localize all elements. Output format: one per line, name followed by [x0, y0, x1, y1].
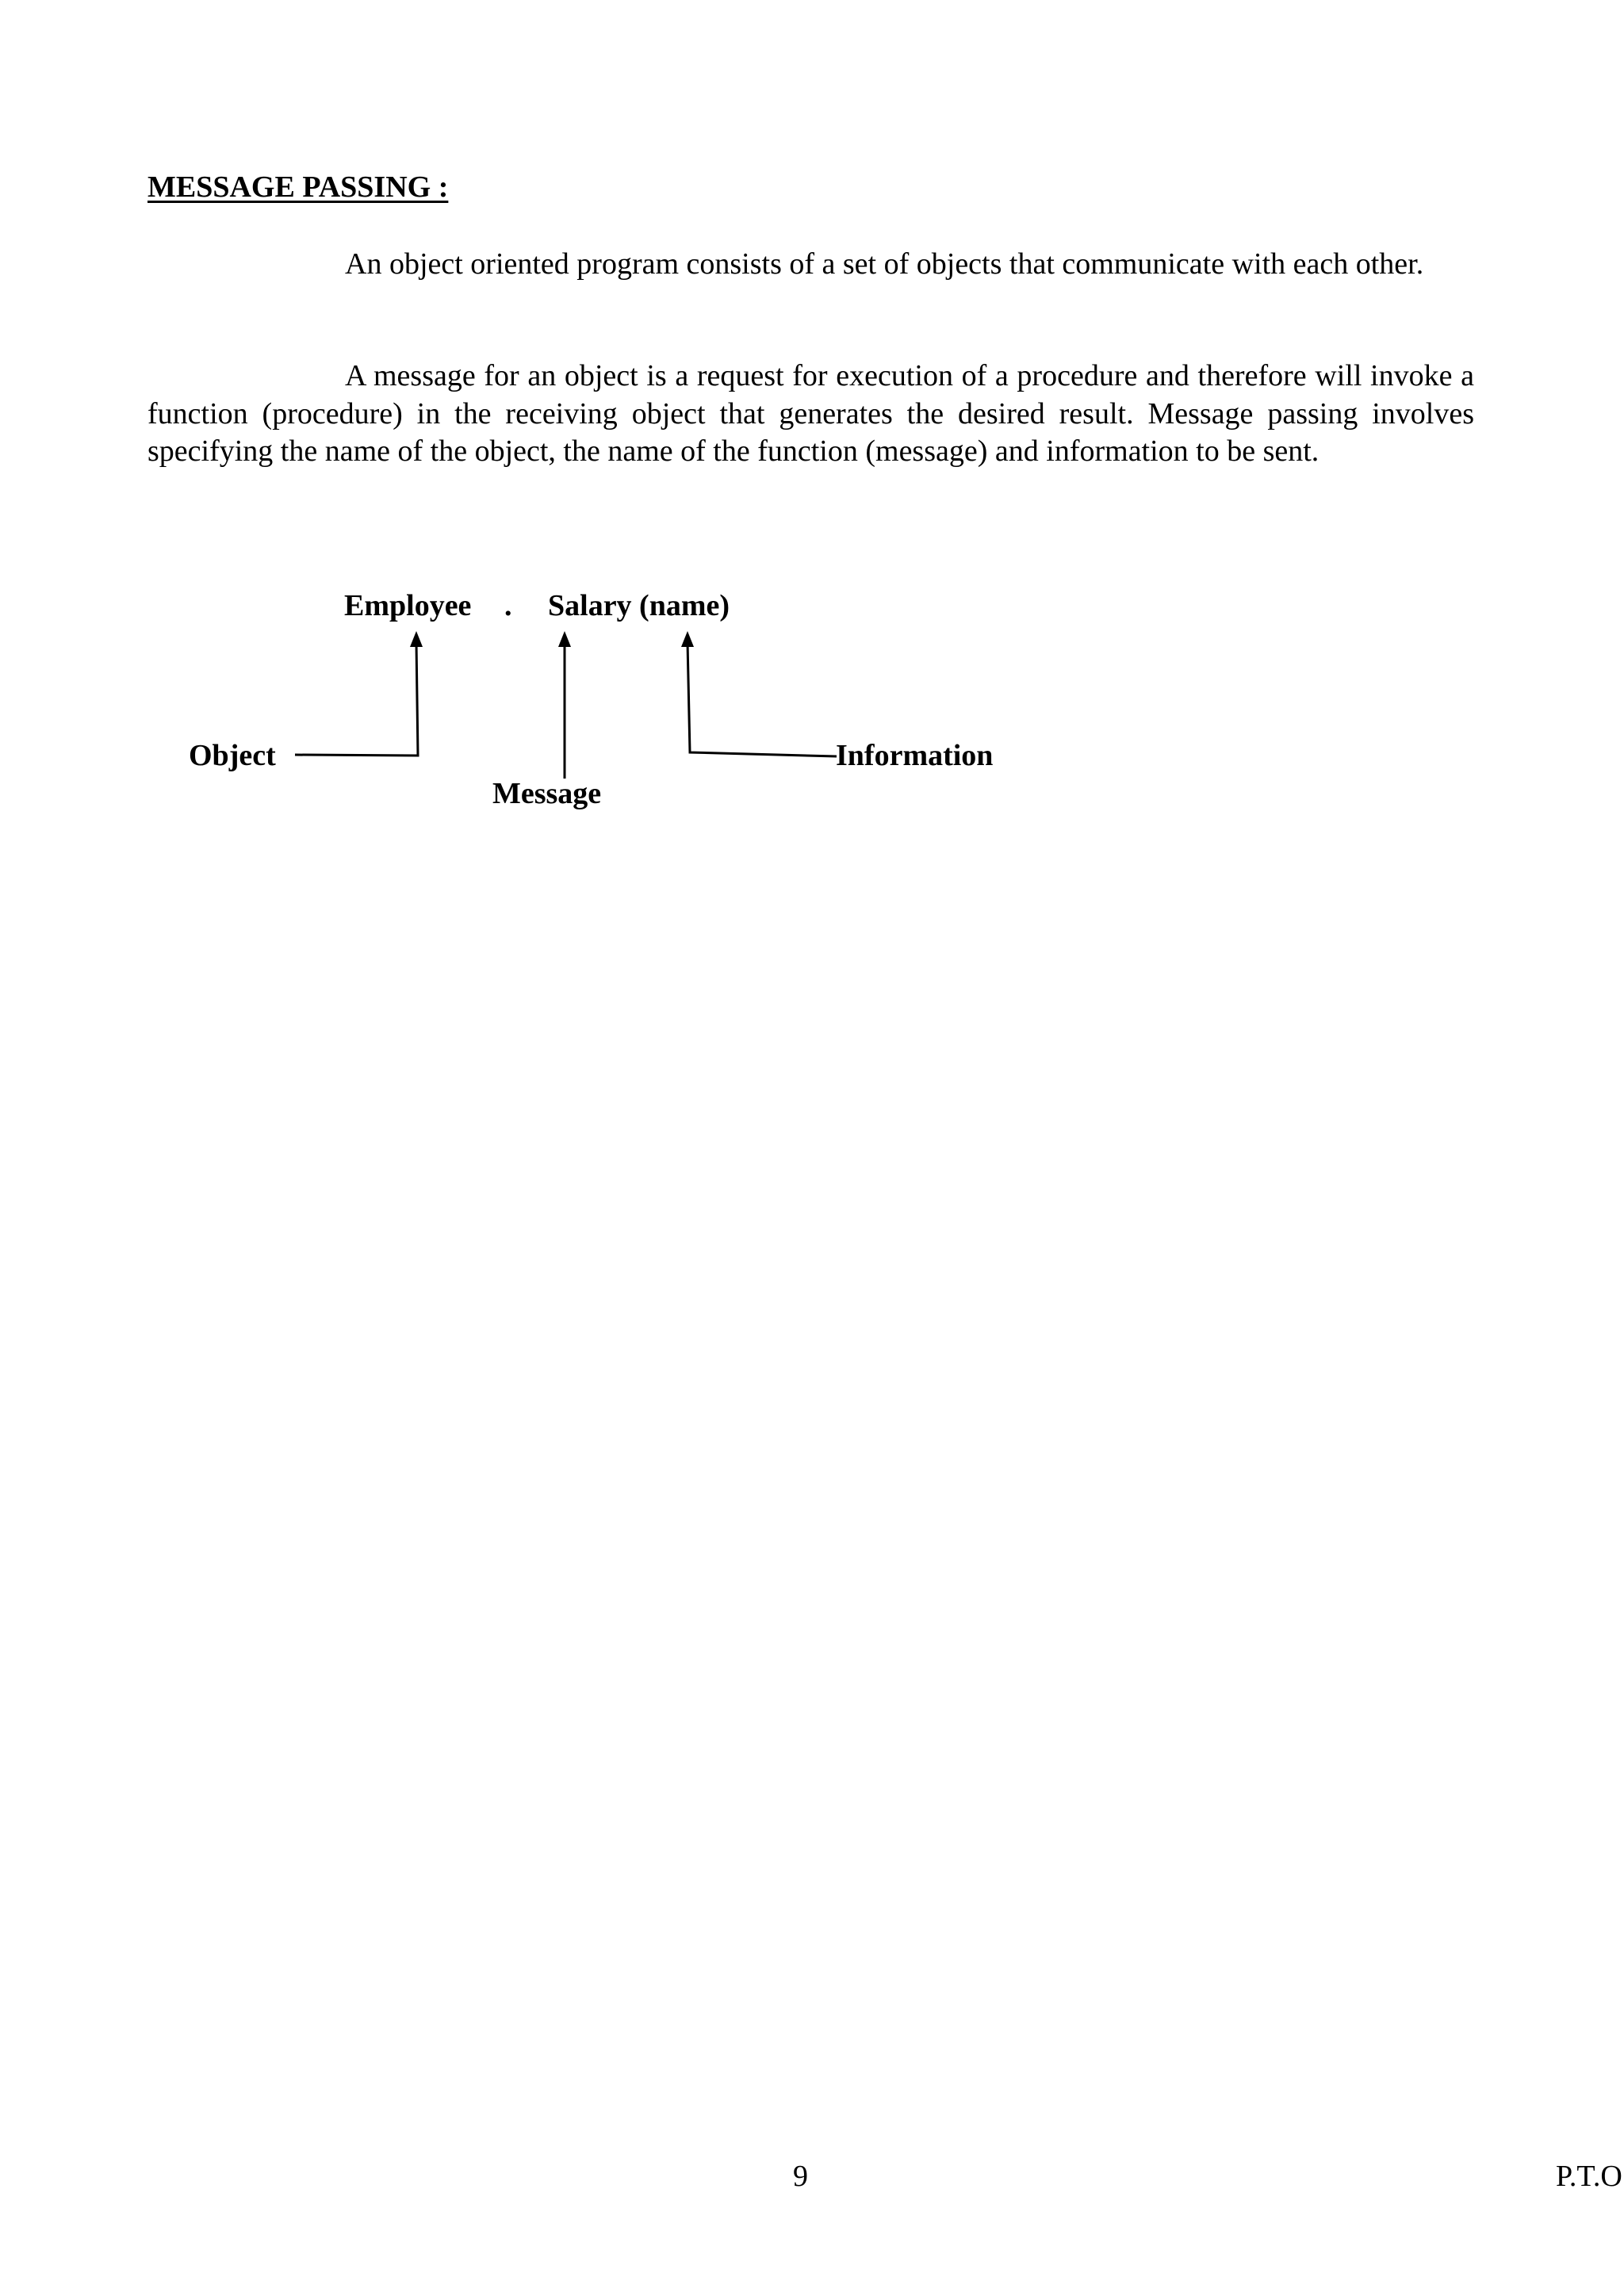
information-connector-line — [688, 642, 837, 756]
message-arrowhead — [558, 631, 571, 647]
continuation-mark: P.T.O — [1556, 2160, 1622, 2193]
explanation-paragraph: A message for an object is a request for execution of a procedure and therefore will invoke a function (procedure) in the receiving object that generates the desired result. Message passing involves specifying the name of the object, the name of the function (message) and information to be sent. — [147, 359, 1474, 468]
object-label: Object — [189, 739, 276, 772]
expression-dot: . — [504, 589, 512, 622]
page-number: 9 — [793, 2160, 808, 2193]
intro-paragraph: An object oriented program consists of a set of objects that communicate with each other. — [345, 247, 1424, 281]
object-connector-line — [295, 642, 418, 756]
message-label: Message — [492, 777, 602, 810]
message-passing-diagram — [0, 0, 1624, 872]
information-label: Information — [836, 739, 994, 772]
object-arrowhead — [410, 631, 423, 647]
expression-function-call: Salary (name) — [548, 589, 730, 622]
section-heading: MESSAGE PASSING : — [147, 170, 449, 204]
information-arrowhead — [681, 631, 694, 647]
expression-object-name: Employee — [344, 589, 472, 622]
